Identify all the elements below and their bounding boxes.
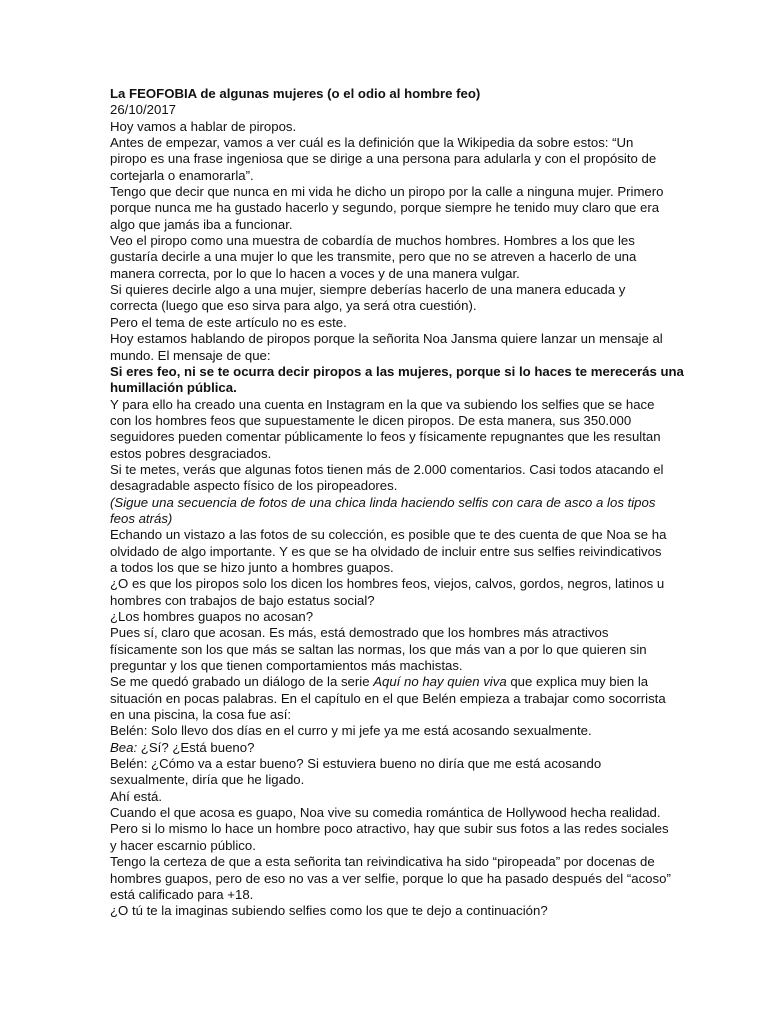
text-line: Tengo la certeza de que a esta señorita tan reivindicativa ha sido “piropeada” por docenas de [110, 854, 655, 870]
text-line: cortejarla o enamorarla”. [110, 167, 254, 183]
text-line: con los hombres feos que supuestamente le dicen piropos. De esta manera, sus 350.000 [110, 412, 632, 428]
text-segment: Se me quedó grabado un diálogo de la serie [110, 674, 374, 690]
text-line: preguntar y los que tienen comportamientos más machistas. [110, 658, 463, 674]
text-line: en una piscina, la cosa fue así: [110, 707, 292, 723]
document-date: 26/10/2017 [110, 102, 177, 118]
text-line: seguidores pueden comentar públicamente lo feos y físicamente repugnantes que les resultan [110, 429, 661, 445]
text-line: manera correcta, por lo que lo hacen a voces y de una manera vulgar. [110, 265, 520, 281]
text-line: gustaría decirle a una mujer lo que les transmite, pero que no se atreven a hacerlo de una [110, 249, 637, 265]
text-line: Pero si lo mismo lo hace un hombre poco atractivo, hay que subir sus fotos a las redes sociales [110, 821, 669, 837]
text-line: hombres guapos, pero de eso no vas a ver selfie, porque lo que ha pasado después del “acoso” [110, 870, 671, 886]
document-title: La FEOFOBIA de algunas mujeres (o el odio al hombre feo) [110, 86, 481, 101]
text-line [110, 674, 658, 690]
text-line: humillación pública. [110, 380, 237, 396]
text-line: hombres con trabajos de bajo estatus social? [110, 592, 375, 608]
text-line: Echando un vistazo a las fotos de su colección, es posible que te des cuenta de que Noa se ha [110, 527, 667, 543]
text-line: está calificado para +18. [110, 886, 254, 902]
text-line: a todos los que se hizo junto a hombres guapos. [110, 559, 394, 575]
document-body [110, 86, 684, 920]
text-line: Pues sí, claro que acosan. Es más, está demostrado que los hombres más atractivos [110, 625, 609, 641]
text-line: algo que jamás iba a funcionar. [110, 216, 293, 232]
text-line: feos atrás) [110, 510, 173, 526]
text-line: y hacer escarnio público. [110, 837, 256, 853]
text-line [110, 740, 658, 756]
text-line: correcta (luego que eso sirva para algo, ya será otra cuestión). [110, 298, 477, 314]
text-line: sexualmente, diría que he ligado. [110, 772, 305, 788]
document-text [110, 118, 684, 920]
text-line: ¿O tú te la imaginas subiendo selfies como los que te dejo a continuación? [110, 903, 548, 919]
text-segment: que explica muy bien la [506, 674, 649, 690]
text-line: olvidado de algo importante. Y es que se ha olvidado de incluir entre sus selfies reivindicativos [110, 543, 662, 559]
text-line: ¿O es que los piropos solo los dicen los hombres feos, viejos, calvos, gordos, negros, latinos u [110, 576, 665, 592]
text-line: Cuando el que acosa es guapo, Noa vive su comedia romántica de Hollywood hecha realidad. [110, 805, 661, 821]
text-segment: Bea: [110, 739, 138, 755]
text-line: porque nunca me ha gustado hacerlo y segundo, porque siempre he tenido muy claro que era [110, 200, 660, 216]
text-line: Antes de empezar, vamos a ver cuál es la definición que la Wikipedia da sobre estos: “Un [110, 135, 634, 151]
text-segment: ¿Sí? ¿Está bueno? [137, 739, 255, 755]
text-line: situación en pocas palabras. En el capítulo en el que Belén empieza a trabajar como socorrista [110, 690, 666, 706]
text-line: físicamente son los que más se saltan las normas, los que más van a por lo que quieren sin [110, 641, 647, 657]
text-line: Pero el tema de este artículo no es este. [110, 314, 347, 330]
text-line: Y para ello ha creado una cuenta en Instagram en la que va subiendo los selfies que se hace [110, 396, 655, 412]
text-line: Si te metes, verás que algunas fotos tienen más de 2.000 comentarios. Casi todos atacando el [110, 461, 664, 477]
text-line: Hoy estamos hablando de piropos porque la señorita Noa Jansma quiere lanzar un mensaje al [110, 331, 663, 347]
text-line: Si eres feo, ni se te ocurra decir piropos a las mujeres, porque si lo haces te merecerás una [110, 363, 684, 379]
text-line: Tengo que decir que nunca en mi vida he dicho un piropo por la calle a ninguna mujer. Primero [110, 184, 664, 200]
text-line: mundo. El mensaje de que: [110, 347, 271, 363]
text-line: desagradable aspecto físico de los piropeadores. [110, 478, 398, 494]
text-line: Belén: Solo llevo dos días en el curro y mi jefe ya me está acosando sexualmente. [110, 723, 592, 739]
text-segment: Aquí no hay quien viva [373, 674, 507, 690]
text-line: ¿Los hombres guapos no acosan? [110, 609, 314, 624]
text-line: (Sigue una secuencia de fotos de una chica linda haciendo selfis con cara de asco a los tipos [110, 494, 656, 510]
text-line: estos pobres desgraciados. [110, 445, 272, 461]
text-line: piropo es una frase ingeniosa que se dirige a una persona para adularla y con el propósito de [110, 151, 657, 167]
text-line: Hoy vamos a hablar de piropos. [110, 118, 297, 134]
text-line: Belén: ¿Cómo va a estar bueno? Si estuviera bueno no diría que me está acosando [110, 756, 602, 772]
text-line: Veo el piropo como una muestra de cobardía de muchos hombres. Hombres a los que les [110, 233, 635, 249]
text-line: Ahí está. [110, 788, 163, 804]
text-line: Si quieres decirle algo a una mujer, siempre deberías hacerlo de una manera educada y [110, 282, 626, 298]
